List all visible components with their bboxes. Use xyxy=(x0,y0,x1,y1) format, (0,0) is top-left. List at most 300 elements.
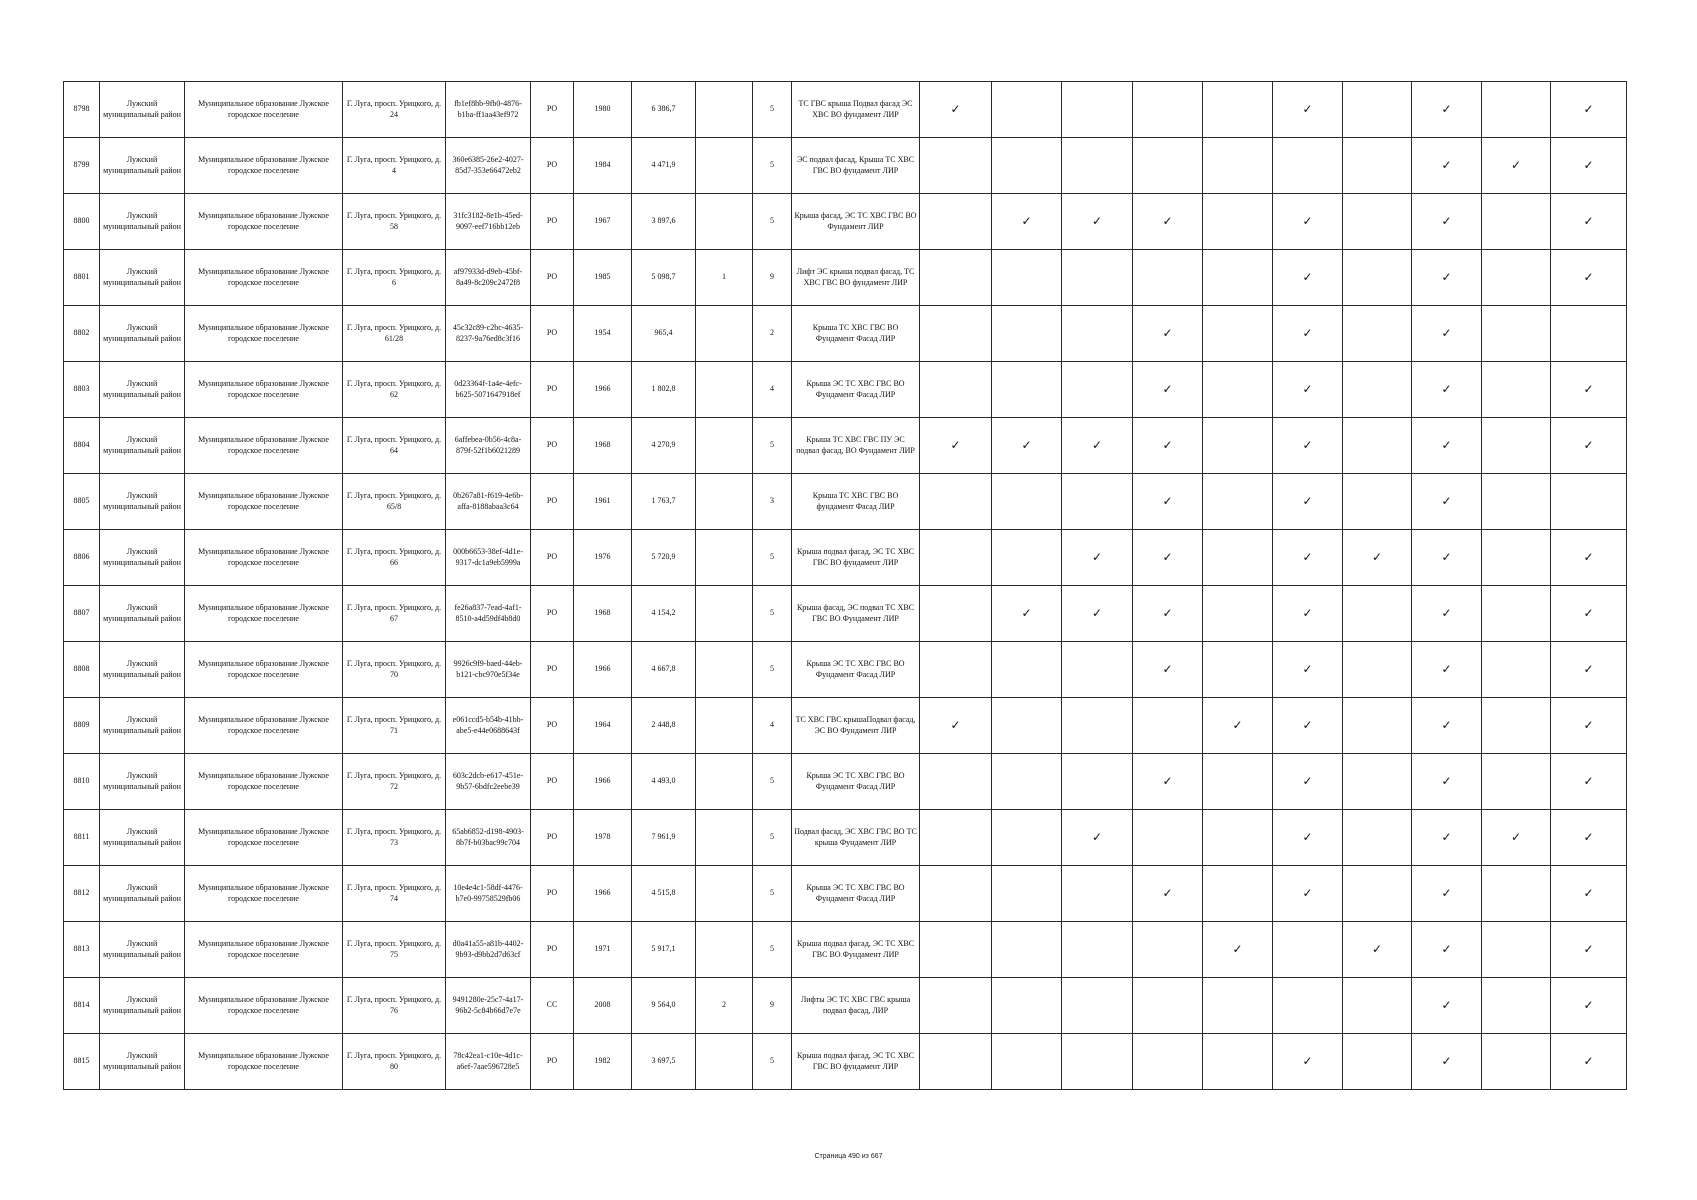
cell-municipality: Муниципальное образование Лужское городское поселение xyxy=(185,1034,343,1090)
cell-floors: 5 xyxy=(753,866,792,922)
cell-col9 xyxy=(696,474,753,530)
cell-area: 1 802,8 xyxy=(632,362,696,418)
cell-code: 9491280e-25c7-4a17-96b2-5c84b66d7e7e xyxy=(446,978,531,1034)
cell-check-8 xyxy=(1412,1034,1482,1090)
cell-district: Лужский муниципальный район xyxy=(100,922,185,978)
check-mark-icon: ✓ xyxy=(1441,774,1452,789)
cell-floors: 5 xyxy=(753,754,792,810)
cell-check-5 xyxy=(1203,810,1273,866)
cell-works: Крыша фасад, ЭС подвал ТС ХВС ГВС ВО Фундамент ЛИР xyxy=(792,586,920,642)
cell-floors: 5 xyxy=(753,194,792,250)
cell-check-8 xyxy=(1412,82,1482,138)
cell-col9 xyxy=(696,194,753,250)
cell-works: Крыша ЭС ТС ХВС ГВС ВО Фундамент Фасад ЛИР xyxy=(792,866,920,922)
cell-check-5 xyxy=(1203,194,1273,250)
cell-area: 4 667,8 xyxy=(632,642,696,698)
cell-check-2 xyxy=(992,250,1062,306)
cell-code: 9926c9f9-baed-44eb-b121-cbc970e5f34e xyxy=(446,642,531,698)
cell-district: Лужский муниципальный район xyxy=(100,418,185,474)
cell-check-7 xyxy=(1343,82,1412,138)
check-mark-icon: ✓ xyxy=(1302,830,1313,845)
cell-check-1 xyxy=(920,1034,992,1090)
check-mark-icon: ✓ xyxy=(1162,550,1173,565)
cell-check-1 xyxy=(920,474,992,530)
table-row xyxy=(64,418,1627,474)
check-mark-icon: ✓ xyxy=(1441,550,1452,565)
cell-check-5 xyxy=(1203,586,1273,642)
cell-check-3 xyxy=(1062,138,1133,194)
cell-code: d0a41a55-a81b-4402-9b93-d9bb2d7d63cf xyxy=(446,922,531,978)
check-mark-icon: ✓ xyxy=(1583,606,1594,621)
cell-district: Лужский муниципальный район xyxy=(100,474,185,530)
cell-check-1 xyxy=(920,698,992,754)
cell-check-4 xyxy=(1133,418,1203,474)
cell-year: 1954 xyxy=(574,306,632,362)
cell-id: 8809 xyxy=(64,698,100,754)
cell-district: Лужский муниципальный район xyxy=(100,754,185,810)
cell-check-9 xyxy=(1482,978,1551,1034)
cell-check-4 xyxy=(1133,1034,1203,1090)
check-mark-icon: ✓ xyxy=(1441,494,1452,509)
cell-year: 1968 xyxy=(574,586,632,642)
cell-area: 6 386,7 xyxy=(632,82,696,138)
table-row xyxy=(64,306,1627,362)
cell-code: 0d23364f-1a4e-4efc-b625-5071647918ef xyxy=(446,362,531,418)
check-mark-icon: ✓ xyxy=(1583,886,1594,901)
cell-works: Лифты ЭС ТС ХВС ГВС крыша подвал фасад, ЛИР xyxy=(792,978,920,1034)
cell-code: fb1ef8bb-9fb0-4876-b1ba-ff1aa43ef972 xyxy=(446,82,531,138)
cell-check-2 xyxy=(992,586,1062,642)
cell-check-1 xyxy=(920,82,992,138)
cell-check-8 xyxy=(1412,530,1482,586)
cell-check-6 xyxy=(1273,978,1343,1034)
cell-district: Лужский муниципальный район xyxy=(100,1034,185,1090)
cell-check-4 xyxy=(1133,978,1203,1034)
cell-address: Г. Луга, просп. Урицкого, д. 74 xyxy=(343,866,446,922)
cell-type: РО xyxy=(531,530,574,586)
cell-check-3 xyxy=(1062,474,1133,530)
cell-year: 1964 xyxy=(574,698,632,754)
cell-check-3 xyxy=(1062,642,1133,698)
cell-col9 xyxy=(696,642,753,698)
cell-id: 8810 xyxy=(64,754,100,810)
cell-check-2 xyxy=(992,1034,1062,1090)
cell-check-10 xyxy=(1551,978,1627,1034)
cell-check-6 xyxy=(1273,82,1343,138)
check-mark-icon: ✓ xyxy=(1583,942,1594,957)
cell-floors: 2 xyxy=(753,306,792,362)
check-mark-icon: ✓ xyxy=(1162,326,1173,341)
cell-col9 xyxy=(696,866,753,922)
cell-floors: 5 xyxy=(753,138,792,194)
cell-check-2 xyxy=(992,530,1062,586)
check-mark-icon: ✓ xyxy=(1371,550,1383,565)
register-table xyxy=(63,81,1627,1090)
check-mark-icon: ✓ xyxy=(1302,662,1313,677)
table-row xyxy=(64,698,1627,754)
cell-code: 65ab6852-d198-4903-8b7f-b03bac99c704 xyxy=(446,810,531,866)
cell-municipality: Муниципальное образование Лужское городское поселение xyxy=(185,698,343,754)
cell-address: Г. Луга, просп. Урицкого, д. 80 xyxy=(343,1034,446,1090)
cell-check-7 xyxy=(1343,586,1412,642)
cell-check-4 xyxy=(1133,250,1203,306)
cell-district: Лужский муниципальный район xyxy=(100,586,185,642)
cell-floors: 5 xyxy=(753,586,792,642)
cell-code: fe26a837-7ead-4af1-8510-a4d59df4b8d0 xyxy=(446,586,531,642)
cell-check-8 xyxy=(1412,418,1482,474)
cell-check-2 xyxy=(992,810,1062,866)
table-row xyxy=(64,922,1627,978)
check-mark-icon: ✓ xyxy=(1441,662,1452,677)
cell-check-9 xyxy=(1482,810,1551,866)
cell-address: Г. Луга, просп. Урицкого, д. 67 xyxy=(343,586,446,642)
cell-municipality: Муниципальное образование Лужское городское поселение xyxy=(185,978,343,1034)
cell-address: Г. Луга, просп. Урицкого, д. 62 xyxy=(343,362,446,418)
cell-check-8 xyxy=(1412,474,1482,530)
cell-year: 1966 xyxy=(574,362,632,418)
check-mark-icon: ✓ xyxy=(1441,438,1452,453)
cell-check-2 xyxy=(992,418,1062,474)
cell-check-9 xyxy=(1482,306,1551,362)
cell-check-4 xyxy=(1133,754,1203,810)
cell-check-5 xyxy=(1203,922,1273,978)
cell-col9 xyxy=(696,418,753,474)
cell-check-3 xyxy=(1062,698,1133,754)
cell-code: 45c32c89-c2bc-4635-8237-9a76ed8c3f16 xyxy=(446,306,531,362)
cell-area: 9 564,0 xyxy=(632,978,696,1034)
cell-municipality: Муниципальное образование Лужское городское поселение xyxy=(185,82,343,138)
cell-check-2 xyxy=(992,698,1062,754)
check-mark-icon: ✓ xyxy=(1441,1054,1452,1069)
cell-check-3 xyxy=(1062,922,1133,978)
cell-address: Г. Луга, просп. Урицкого, д. 72 xyxy=(343,754,446,810)
cell-check-3 xyxy=(1062,250,1133,306)
cell-check-5 xyxy=(1203,362,1273,418)
check-mark-icon: ✓ xyxy=(1583,1054,1594,1069)
cell-year: 1961 xyxy=(574,474,632,530)
cell-works: Крыша ЭС ТС ХВС ГВС ВО Фундамент Фасад ЛИР xyxy=(792,642,920,698)
cell-id: 8798 xyxy=(64,82,100,138)
cell-check-8 xyxy=(1412,754,1482,810)
check-mark-icon: ✓ xyxy=(1441,886,1452,901)
cell-check-8 xyxy=(1412,642,1482,698)
check-mark-icon: ✓ xyxy=(1302,718,1313,733)
cell-district: Лужский муниципальный район xyxy=(100,698,185,754)
register-table-container xyxy=(63,81,1626,1090)
cell-check-5 xyxy=(1203,82,1273,138)
check-mark-icon: ✓ xyxy=(1162,606,1173,621)
cell-floors: 9 xyxy=(753,978,792,1034)
page-footer: Страница 490 из 667 xyxy=(814,1153,883,1160)
cell-check-3 xyxy=(1062,810,1133,866)
cell-municipality: Муниципальное образование Лужское городское поселение xyxy=(185,530,343,586)
cell-code: 31fc3182-8e1b-45ed-9097-eef716bb12eb xyxy=(446,194,531,250)
cell-id: 8805 xyxy=(64,474,100,530)
check-mark-icon: ✓ xyxy=(1302,550,1313,565)
check-mark-icon: ✓ xyxy=(1583,270,1594,285)
cell-col9 xyxy=(696,698,753,754)
cell-check-2 xyxy=(992,194,1062,250)
cell-area: 7 961,9 xyxy=(632,810,696,866)
cell-municipality: Муниципальное образование Лужское городское поселение xyxy=(185,754,343,810)
cell-area: 5 720,9 xyxy=(632,530,696,586)
cell-check-3 xyxy=(1062,866,1133,922)
cell-type: РО xyxy=(531,866,574,922)
cell-year: 1985 xyxy=(574,250,632,306)
cell-check-9 xyxy=(1482,754,1551,810)
cell-check-9 xyxy=(1482,194,1551,250)
cell-code: 78c42ea1-c10e-4d1c-a6ef-7aae596728e5 xyxy=(446,1034,531,1090)
cell-area: 1 763,7 xyxy=(632,474,696,530)
cell-type: РО xyxy=(531,138,574,194)
cell-check-5 xyxy=(1203,138,1273,194)
cell-address: Г. Луга, просп. Урицкого, д. 4 xyxy=(343,138,446,194)
cell-area: 3 897,6 xyxy=(632,194,696,250)
check-mark-icon: ✓ xyxy=(1091,438,1103,453)
cell-check-6 xyxy=(1273,642,1343,698)
cell-check-9 xyxy=(1482,138,1551,194)
cell-check-1 xyxy=(920,138,992,194)
cell-code: 10e4e4c1-58df-4476-b7e0-99758529fb06 xyxy=(446,866,531,922)
cell-works: Крыша ТС ХВС ГВС ВО Фундамент Фасад ЛИР xyxy=(792,306,920,362)
cell-check-6 xyxy=(1273,362,1343,418)
cell-works: Крыша ТС ХВС ГВС ПУ ЭС подвал фасад, ВО Фундамент ЛИР xyxy=(792,418,920,474)
table-row xyxy=(64,642,1627,698)
cell-check-6 xyxy=(1273,698,1343,754)
cell-year: 1976 xyxy=(574,530,632,586)
cell-check-7 xyxy=(1343,866,1412,922)
check-mark-icon: ✓ xyxy=(1162,214,1173,229)
cell-check-10 xyxy=(1551,250,1627,306)
cell-check-3 xyxy=(1062,754,1133,810)
cell-type: РО xyxy=(531,810,574,866)
cell-check-7 xyxy=(1343,530,1412,586)
cell-check-7 xyxy=(1343,754,1412,810)
cell-check-3 xyxy=(1062,82,1133,138)
cell-check-1 xyxy=(920,418,992,474)
cell-municipality: Муниципальное образование Лужское городское поселение xyxy=(185,866,343,922)
cell-district: Лужский муниципальный район xyxy=(100,250,185,306)
cell-check-9 xyxy=(1482,82,1551,138)
cell-check-5 xyxy=(1203,250,1273,306)
cell-check-10 xyxy=(1551,1034,1627,1090)
cell-id: 8801 xyxy=(64,250,100,306)
cell-check-3 xyxy=(1062,306,1133,362)
cell-area: 2 448,8 xyxy=(632,698,696,754)
cell-check-6 xyxy=(1273,922,1343,978)
table-row xyxy=(64,194,1627,250)
check-mark-icon: ✓ xyxy=(1441,102,1452,117)
cell-check-5 xyxy=(1203,530,1273,586)
table-row xyxy=(64,474,1627,530)
check-mark-icon: ✓ xyxy=(950,438,961,453)
cell-year: 1967 xyxy=(574,194,632,250)
cell-check-4 xyxy=(1133,138,1203,194)
cell-check-4 xyxy=(1133,82,1203,138)
cell-col9 xyxy=(696,586,753,642)
cell-check-7 xyxy=(1343,810,1412,866)
cell-id: 8806 xyxy=(64,530,100,586)
cell-check-7 xyxy=(1343,978,1412,1034)
table-row xyxy=(64,362,1627,418)
cell-code: 603c2dcb-e617-451e-9b57-6bdfc2eebe39 xyxy=(446,754,531,810)
cell-check-5 xyxy=(1203,1034,1273,1090)
cell-check-10 xyxy=(1551,754,1627,810)
cell-check-10 xyxy=(1551,474,1627,530)
cell-floors: 5 xyxy=(753,82,792,138)
cell-municipality: Муниципальное образование Лужское городское поселение xyxy=(185,138,343,194)
cell-check-5 xyxy=(1203,754,1273,810)
cell-check-1 xyxy=(920,642,992,698)
cell-id: 8811 xyxy=(64,810,100,866)
cell-address: Г. Луга, просп. Урицкого, д. 64 xyxy=(343,418,446,474)
cell-id: 8808 xyxy=(64,642,100,698)
cell-area: 5 917,1 xyxy=(632,922,696,978)
check-mark-icon: ✓ xyxy=(1091,830,1103,845)
cell-check-10 xyxy=(1551,306,1627,362)
cell-address: Г. Луга, просп. Урицкого, д. 6 xyxy=(343,250,446,306)
table-row xyxy=(64,138,1627,194)
cell-works: Крыша подвал фасад, ЭС ТС ХВС ГВС ВО фундамент ЛИР xyxy=(792,530,920,586)
check-mark-icon: ✓ xyxy=(1441,382,1452,397)
check-mark-icon: ✓ xyxy=(1162,438,1173,453)
check-mark-icon: ✓ xyxy=(1091,214,1103,229)
cell-district: Лужский муниципальный район xyxy=(100,530,185,586)
cell-address: Г. Луга, просп. Урицкого, д. 76 xyxy=(343,978,446,1034)
cell-check-5 xyxy=(1203,866,1273,922)
check-mark-icon: ✓ xyxy=(1302,494,1313,509)
cell-id: 8807 xyxy=(64,586,100,642)
cell-check-3 xyxy=(1062,418,1133,474)
check-mark-icon: ✓ xyxy=(1583,550,1594,565)
cell-check-7 xyxy=(1343,642,1412,698)
cell-works: Крыша подвал фасад, ЭС ТС ХВС ГВС ВО Фундамент ЛИР xyxy=(792,922,920,978)
check-mark-icon: ✓ xyxy=(1302,214,1313,229)
check-mark-icon: ✓ xyxy=(1302,326,1313,341)
cell-check-1 xyxy=(920,810,992,866)
cell-check-1 xyxy=(920,586,992,642)
cell-area: 965,4 xyxy=(632,306,696,362)
cell-check-4 xyxy=(1133,530,1203,586)
cell-check-4 xyxy=(1133,866,1203,922)
check-mark-icon: ✓ xyxy=(1302,270,1313,285)
check-mark-icon: ✓ xyxy=(1510,158,1522,173)
cell-col9: 2 xyxy=(696,978,753,1034)
cell-type: РО xyxy=(531,82,574,138)
cell-check-4 xyxy=(1133,642,1203,698)
check-mark-icon: ✓ xyxy=(1441,326,1452,341)
cell-check-4 xyxy=(1133,810,1203,866)
check-mark-icon: ✓ xyxy=(1583,102,1594,117)
cell-check-6 xyxy=(1273,138,1343,194)
cell-address: Г. Луга, просп. Урицкого, д. 73 xyxy=(343,810,446,866)
check-mark-icon: ✓ xyxy=(1162,886,1173,901)
cell-check-9 xyxy=(1482,922,1551,978)
cell-municipality: Муниципальное образование Лужское городское поселение xyxy=(185,474,343,530)
cell-id: 8803 xyxy=(64,362,100,418)
check-mark-icon: ✓ xyxy=(1091,606,1103,621)
cell-check-8 xyxy=(1412,698,1482,754)
cell-check-1 xyxy=(920,866,992,922)
cell-works: Крыша ЭС ТС ХВС ГВС ВО Фундамент Фасад ЛИР xyxy=(792,362,920,418)
cell-municipality: Муниципальное образование Лужское городское поселение xyxy=(185,418,343,474)
cell-code: 000b6653-38ef-4d1e-9317-dc1a9eb5999a xyxy=(446,530,531,586)
cell-type: РО xyxy=(531,586,574,642)
check-mark-icon: ✓ xyxy=(1583,438,1594,453)
cell-check-7 xyxy=(1343,362,1412,418)
cell-check-3 xyxy=(1062,978,1133,1034)
cell-municipality: Муниципальное образование Лужское городское поселение xyxy=(185,586,343,642)
cell-municipality: Муниципальное образование Лужское городское поселение xyxy=(185,306,343,362)
cell-id: 8800 xyxy=(64,194,100,250)
check-mark-icon: ✓ xyxy=(1162,382,1173,397)
cell-col9 xyxy=(696,362,753,418)
cell-code: af97933d-d9eb-45bf-8a49-8c209c2472f8 xyxy=(446,250,531,306)
cell-works: ТС ГВС крыша Подвал фасад ЭС ХВС ВО фундамент ЛИР xyxy=(792,82,920,138)
cell-id: 8814 xyxy=(64,978,100,1034)
cell-check-8 xyxy=(1412,586,1482,642)
cell-floors: 3 xyxy=(753,474,792,530)
cell-check-4 xyxy=(1133,194,1203,250)
cell-works: ЭС подвал фасад, Крыша ТС ХВС ГВС ВО фундамент ЛИР xyxy=(792,138,920,194)
cell-works: Подвал фасад, ЭС ХВС ГВС ВО ТС крыша Фундамент ЛИР xyxy=(792,810,920,866)
cell-district: Лужский муниципальный район xyxy=(100,810,185,866)
cell-check-7 xyxy=(1343,418,1412,474)
cell-address: Г. Луга, просп. Урицкого, д. 65/8 xyxy=(343,474,446,530)
cell-check-8 xyxy=(1412,922,1482,978)
cell-check-6 xyxy=(1273,810,1343,866)
cell-district: Лужский муниципальный район xyxy=(100,306,185,362)
cell-check-9 xyxy=(1482,250,1551,306)
cell-floors: 5 xyxy=(753,922,792,978)
cell-address: Г. Луга, просп. Урицкого, д. 24 xyxy=(343,82,446,138)
cell-check-4 xyxy=(1133,474,1203,530)
cell-check-1 xyxy=(920,306,992,362)
cell-check-4 xyxy=(1133,586,1203,642)
cell-check-8 xyxy=(1412,306,1482,362)
check-mark-icon: ✓ xyxy=(1021,214,1032,229)
cell-check-10 xyxy=(1551,418,1627,474)
check-mark-icon: ✓ xyxy=(1441,158,1452,173)
cell-check-5 xyxy=(1203,698,1273,754)
cell-municipality: Муниципальное образование Лужское городское поселение xyxy=(185,922,343,978)
check-mark-icon: ✓ xyxy=(1441,270,1452,285)
check-mark-icon: ✓ xyxy=(1583,662,1594,677)
check-mark-icon: ✓ xyxy=(1583,774,1594,789)
cell-check-10 xyxy=(1551,866,1627,922)
cell-col9 xyxy=(696,922,753,978)
cell-check-2 xyxy=(992,866,1062,922)
cell-year: 1980 xyxy=(574,82,632,138)
cell-check-4 xyxy=(1133,306,1203,362)
cell-check-10 xyxy=(1551,530,1627,586)
table-row xyxy=(64,866,1627,922)
cell-check-6 xyxy=(1273,418,1343,474)
cell-municipality: Муниципальное образование Лужское городское поселение xyxy=(185,810,343,866)
cell-check-2 xyxy=(992,138,1062,194)
cell-check-10 xyxy=(1551,194,1627,250)
cell-code: e061ccd5-b54b-41bb-abe5-e44e0688643f xyxy=(446,698,531,754)
check-mark-icon: ✓ xyxy=(1583,998,1594,1013)
cell-check-10 xyxy=(1551,922,1627,978)
check-mark-icon: ✓ xyxy=(950,102,961,117)
cell-id: 8812 xyxy=(64,866,100,922)
cell-floors: 5 xyxy=(753,418,792,474)
cell-works: Крыша фасад, ЭС ТС ХВС ГВС ВО Фундамент ЛИР xyxy=(792,194,920,250)
cell-check-10 xyxy=(1551,82,1627,138)
cell-municipality: Муниципальное образование Лужское городское поселение xyxy=(185,642,343,698)
cell-check-4 xyxy=(1133,698,1203,754)
